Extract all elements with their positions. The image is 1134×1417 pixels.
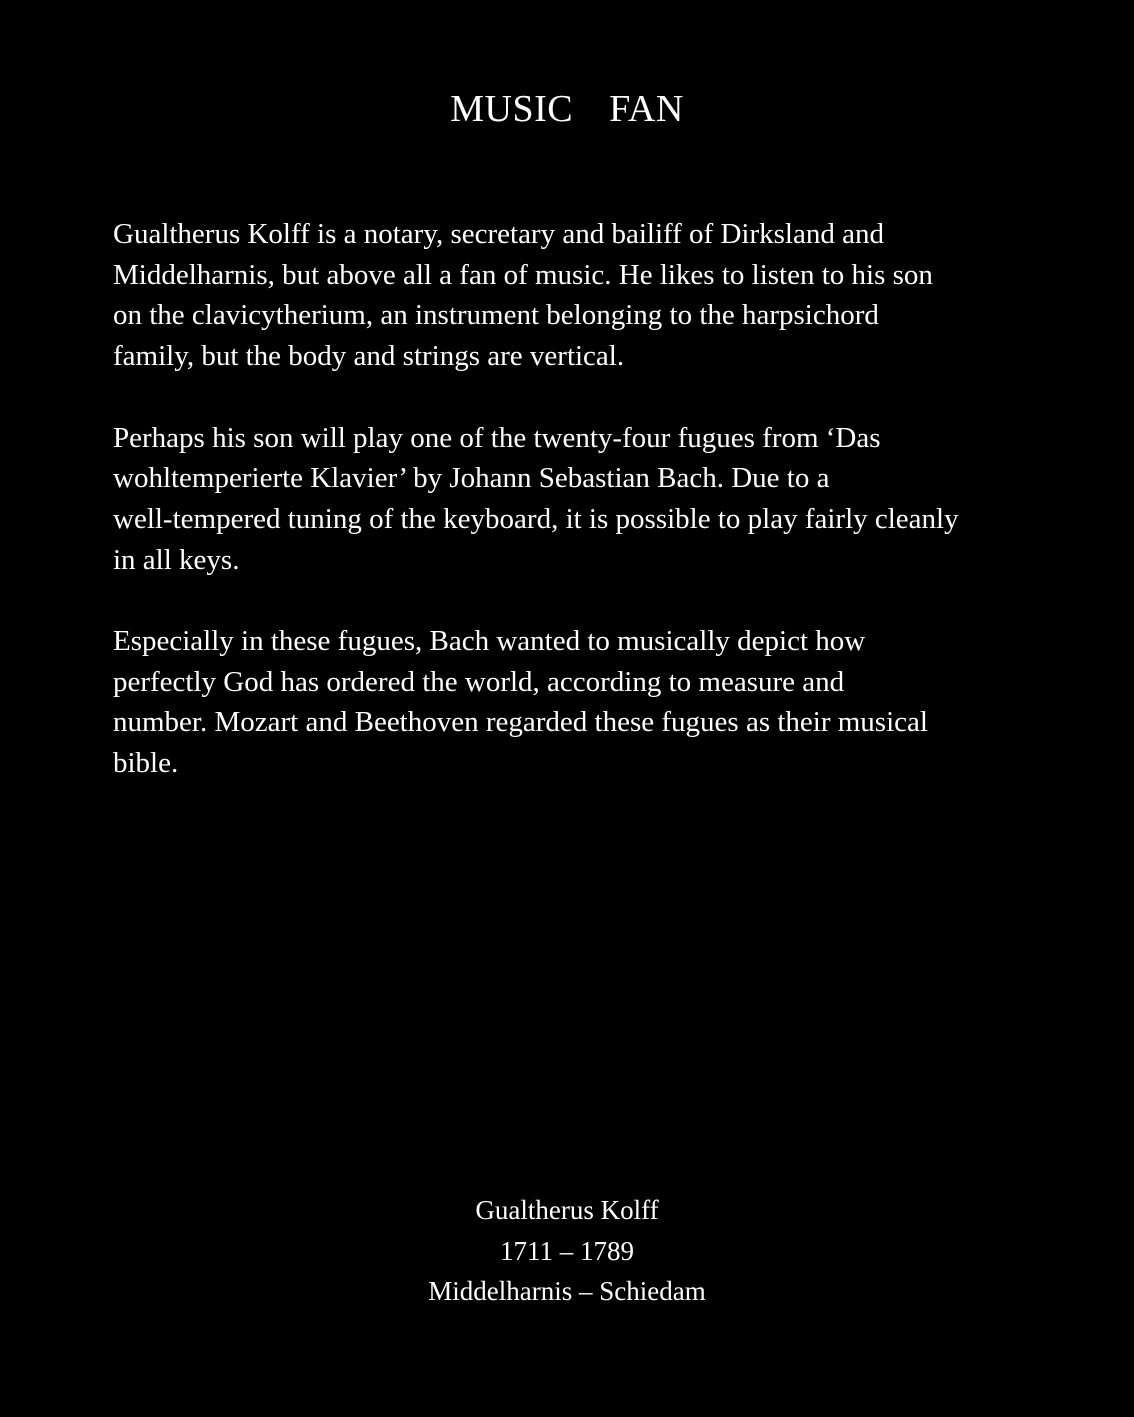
- text-line: Especially in these fugues, Bach wanted to musically depict how: [113, 625, 866, 657]
- text-line: bible.: [113, 747, 179, 780]
- text-line: well-tempered tuning of the keyboard, it is possible to play fairly cleanly: [113, 502, 959, 535]
- caption-name: Gualtherus Kolff: [475, 1195, 659, 1225]
- text-line: in all keys.: [113, 543, 240, 576]
- text-line: Middelharnis, but above all a fan of music. He likes to listen to his son: [113, 258, 933, 291]
- caption-years: 1711 – 1789: [500, 1235, 634, 1266]
- text-line: Perhaps his son will play one of the twenty-four fugues from ‘Das: [113, 421, 881, 454]
- text-line: family, but the body and strings are vertical.: [113, 340, 625, 373]
- caption: [0, 1190, 1134, 1312]
- paragraph-3: [113, 621, 1043, 784]
- caption-places: Middelharnis – Schiedam: [428, 1276, 706, 1307]
- page-title: MUSIC FAN: [450, 88, 684, 130]
- text-line: wohltemperierte Klavier’ by Johann Sebastian Bach. Due to a: [113, 462, 830, 495]
- body-text: [113, 214, 1043, 825]
- text-line: number. Mozart and Beethoven regarded these fugues as their musical: [113, 706, 928, 739]
- text-line: perfectly God has ordered the world, according to measure and: [113, 665, 845, 698]
- text-line: on the clavicytherium, an instrument belonging to the harpsichord: [113, 299, 879, 332]
- paragraph-1: [113, 214, 1043, 377]
- paragraph-2: [113, 418, 1043, 581]
- text-line: Gualtherus Kolff is a notary, secretary and bailiff of Dirksland and: [113, 218, 884, 250]
